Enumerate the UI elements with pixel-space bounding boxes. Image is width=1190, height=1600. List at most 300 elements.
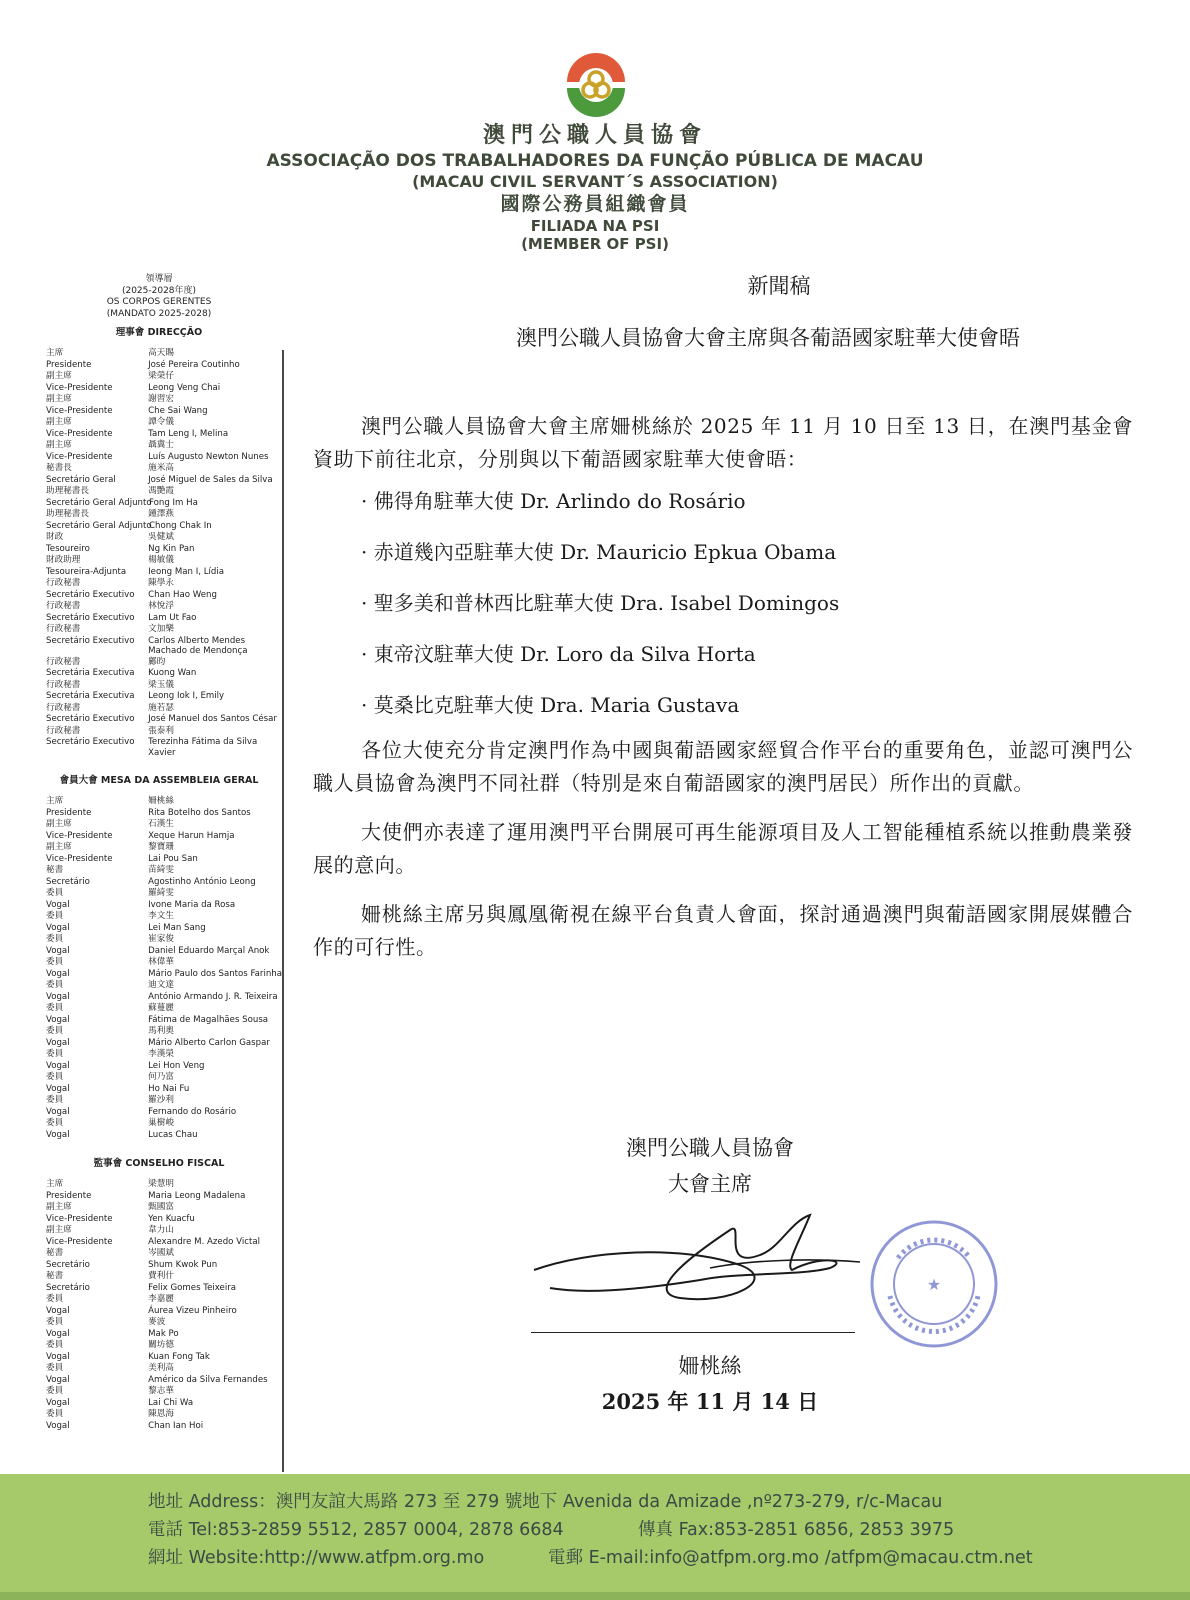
officer-row: [46, 808, 282, 820]
officer-role: 秘書長: [46, 463, 72, 473]
officer-row: [46, 1038, 282, 1050]
officer-name: 馬利奧: [148, 1026, 174, 1036]
officer-name: 岑國斌: [148, 1248, 174, 1258]
officer-role: 委員: [46, 1049, 64, 1059]
officer-role: 副主席: [46, 394, 72, 404]
officer-row: [46, 624, 282, 636]
officer-role: 財政助理: [46, 555, 81, 565]
officer-name: 施若瑟: [148, 702, 174, 713]
signatory-name: 姍桃絲: [678, 1354, 742, 1378]
officer-role: Vogal: [46, 899, 70, 910]
officer-name: Ivone Maria da Rosa: [148, 899, 236, 910]
officer-role: Vice-Presidente: [46, 451, 113, 462]
officer-name: 迪文達: [148, 980, 174, 990]
officer-name: 林悅浮: [148, 601, 174, 611]
officer-row: [46, 429, 282, 441]
officer-name: 何乃富: [148, 1072, 174, 1082]
footer-address: 地址 Address：澳門友誼大馬路 273 至 279 號地下 Avenida da Amizade ,nº273-279, r/c-Macau: [148, 1492, 943, 1512]
officer-role: 行政秘書: [46, 656, 81, 667]
officer-row: [46, 578, 282, 590]
officer-name: José Pereira Coutinho: [148, 359, 240, 370]
officer-name: 林偉華: [148, 957, 174, 967]
officer-name: Xeque Harun Hamja: [148, 830, 235, 841]
ambassador-item: · 東帝汶駐華大使 Dr. Loro da Silva Horta: [361, 642, 756, 666]
officer-row: [46, 900, 282, 912]
officer-row: [46, 1421, 282, 1433]
officer-name: 馮艷霞: [148, 486, 174, 496]
officer-row: [46, 360, 282, 372]
officer-row: [46, 1026, 282, 1038]
association-name-en: (MACAU CIVIL SERVANT´S ASSOCIATION): [412, 172, 778, 191]
officer-role: 委員: [46, 1118, 64, 1128]
footer-website[interactable]: 網址 Website:http://www.atfpm.org.mo: [148, 1548, 485, 1568]
officer-row: [46, 394, 282, 406]
handwritten-signature: [530, 1210, 870, 1320]
officer-role: Tesoureiro: [46, 543, 90, 554]
officer-name: Ho Nai Fu: [148, 1083, 190, 1094]
officer-role: 委員: [46, 1072, 64, 1082]
officer-role: Vice-Presidente: [46, 405, 113, 416]
officer-row: [46, 1283, 282, 1295]
intro-paragraph: 澳門公職人員協會大會主席姍桃絲於 2025 年 11 月 10 日至 13 日，在澳門基金會資助下前往北京，分別與以下葡語國家駐華大使會晤：: [313, 414, 1133, 471]
contact-footer: [0, 1474, 1190, 1600]
section-title-fiscal: 監事會 CONSELHO FISCAL: [93, 1158, 225, 1169]
officer-name: Che Sai Wang: [148, 405, 208, 416]
officer-name: Yen Kuacfu: [148, 1213, 195, 1224]
officer-name: Leong Veng Chai: [148, 382, 221, 393]
officer-row: [46, 1061, 282, 1073]
officer-role: Vogal: [46, 1374, 70, 1385]
paragraph-media-cooperation: 姍桃絲主席另與鳳凰衛視在線平台負責人會面，探討通過澳門與葡語國家開展媒體合作的可行性。: [313, 902, 1133, 959]
officer-row: [46, 796, 282, 808]
officer-role: 委員: [46, 911, 64, 921]
officer-role: Secretário Executivo: [46, 612, 135, 623]
officer-name: 羅沙利: [148, 1095, 174, 1105]
officer-name: Lam Ut Fao: [148, 612, 197, 623]
document-label: 新聞稿: [747, 274, 811, 298]
officer-role: Secretário Geral Adjunto: [46, 497, 152, 508]
footer-email[interactable]: 電郵 E-mail:info@atfpm.org.mo /atfpm@macau.ctm.net: [548, 1548, 1033, 1568]
officer-name: 李文生: [148, 911, 174, 921]
officer-name: 陳恩海: [148, 1409, 174, 1419]
officer-name: Tam Leng I, Melina: [148, 428, 229, 439]
officer-row: [46, 865, 282, 877]
officer-name: Lai Pou San: [148, 853, 198, 864]
officer-name: Américo da Silva Fernandes: [148, 1374, 268, 1385]
officer-row: [46, 737, 282, 758]
officer-name: 楊敏儀: [148, 555, 174, 565]
officer-name: 石漢生: [148, 819, 174, 829]
officer-row: [46, 613, 282, 625]
officer-role: Vogal: [46, 1060, 70, 1071]
officer-role: 副主席: [46, 371, 72, 381]
officer-role: Vogal: [46, 1397, 70, 1408]
signature-position: 大會主席: [668, 1172, 752, 1196]
association-name-zh: 澳門公職人員協會: [482, 123, 707, 148]
officer-row: [46, 1352, 282, 1364]
officer-role: Vogal: [46, 968, 70, 979]
officer-role: 委員: [46, 1026, 64, 1036]
officer-row: [46, 371, 282, 383]
officer-role: 主席: [46, 348, 64, 358]
officer-row: [46, 1214, 282, 1226]
officer-row: [46, 946, 282, 958]
officer-row: [46, 1191, 282, 1203]
officer-role: 行政秘書: [46, 725, 81, 736]
section-title-direccao: 理事會 DIRECÇÃO: [115, 327, 203, 338]
officer-role: 秘書: [46, 865, 64, 875]
officer-name: 費利什: [148, 1271, 174, 1281]
officer-name: 姍桃絲: [148, 796, 174, 806]
officer-row: [46, 1363, 282, 1375]
officer-role: 委員: [46, 1363, 64, 1373]
press-release-body: [313, 270, 1133, 964]
officer-row: [46, 831, 282, 843]
officer-row: [46, 348, 282, 360]
officer-name: Luís Augusto Newton Nunes: [148, 451, 269, 462]
officer-row: [46, 1248, 282, 1260]
officer-name: Alexandre M. Azedo Victal: [148, 1236, 260, 1247]
officer-role: Vogal: [46, 1351, 70, 1362]
officer-row: [46, 923, 282, 935]
officer-row: [46, 567, 282, 579]
officer-role: 助理秘書長: [46, 509, 89, 519]
officer-name: Chan Hao Weng: [148, 589, 217, 600]
officer-row: [46, 854, 282, 866]
officer-role: 委員: [46, 888, 64, 898]
officer-name: Felix Gomes Teixeira: [148, 1282, 237, 1293]
officer-row: [46, 1049, 282, 1061]
signature-line: [531, 1332, 855, 1333]
officer-row: [46, 452, 282, 464]
officer-role: Vogal: [46, 1014, 70, 1025]
officer-name: 苗綺雯: [148, 865, 174, 875]
footer-telephone: 電話 Tel:853-2859 5512, 2857 0004, 2878 6684: [148, 1520, 564, 1540]
officer-role: Vogal: [46, 991, 70, 1002]
officer-row: [46, 1409, 282, 1421]
officer-role: 助理秘書長: [46, 486, 89, 496]
officer-row: [46, 1095, 282, 1107]
officer-name: Chong Chak In: [149, 520, 212, 531]
officer-row: [46, 691, 282, 703]
officer-role: Secretário Executivo: [46, 589, 135, 600]
officer-name: José Manuel dos Santos César: [148, 714, 277, 724]
officer-role: 委員: [46, 934, 64, 944]
officer-role: Secretário Executivo: [46, 635, 135, 646]
assembleia-list: [46, 796, 282, 1141]
officer-role: Vice-Presidente: [46, 853, 113, 864]
association-logo: [563, 52, 629, 118]
officer-role: Secretário Executivo: [46, 737, 135, 747]
psi-membership-pt: FILIADA NA PSI: [530, 217, 660, 235]
officer-name: Kuan Fong Tak: [148, 1351, 210, 1362]
officer-name: 李嘉麗: [148, 1294, 174, 1304]
officer-role: Vogal: [46, 945, 70, 956]
officer-name: 蘇蔓麗: [148, 1003, 174, 1013]
officer-name: 高天賜: [148, 348, 174, 358]
officer-role: Vogal: [46, 1083, 70, 1094]
officer-name: 李漢榮: [148, 1049, 174, 1059]
officer-name: Maria Leong Madalena: [148, 1190, 246, 1201]
governing-bodies-sidebar: [46, 274, 282, 1474]
officer-role: Secretária Executiva: [46, 668, 135, 678]
officer-role: 秘書: [46, 1271, 64, 1281]
paragraph-intentions: 大使們亦表達了運用澳門平台開展可再生能源項目及人工智能種植系統以推動農業發展的意向。: [313, 820, 1133, 877]
officer-name: 韋力山: [148, 1225, 174, 1235]
officer-role: Vogal: [46, 1305, 70, 1316]
officer-row: [46, 463, 282, 475]
officer-name: Kuong Wan: [148, 668, 197, 678]
association-seal: [868, 1218, 1000, 1350]
officer-role: 行政秘書: [46, 601, 81, 611]
officer-row: [46, 1375, 282, 1387]
association-name-pt: ASSOCIAÇÃO DOS TRABALHADORES DA FUNÇÃO PÚBLICA DE MACAU: [266, 151, 924, 171]
officer-role: 行政秘書: [46, 624, 81, 634]
officer-row: [46, 509, 282, 521]
officer-role: 委員: [46, 1294, 64, 1304]
officer-role: Vice-Presidente: [46, 1236, 113, 1247]
officer-row: [46, 1179, 282, 1191]
officer-name: 黎志華: [148, 1386, 174, 1396]
officer-row: [46, 992, 282, 1004]
officer-name: Mak Po: [148, 1328, 179, 1339]
paragraph-recognition: 各位大使充分肯定澳門作為中國與葡語國家經貿合作平台的重要角色，並認可澳門公職人員協會為澳門不同社群（特別是來自葡語國家的澳門居民）所作出的貢獻。: [313, 738, 1133, 795]
officer-role: Vice-Presidente: [46, 830, 113, 841]
fiscal-list: [46, 1179, 282, 1432]
officer-name: 施米高: [148, 463, 174, 473]
footer-strip: [0, 1592, 1190, 1600]
officer-row: [46, 1317, 282, 1329]
officer-row: [46, 1340, 282, 1352]
officer-role: Presidente: [46, 1190, 92, 1201]
officer-role: 主席: [46, 796, 64, 806]
officer-name: Mário Alberto Carlon Gaspar: [148, 1037, 270, 1048]
officer-role: 副主席: [46, 819, 72, 829]
officer-name: 美利高: [148, 1363, 174, 1373]
officer-role: 委員: [46, 1386, 64, 1396]
officer-role: 行政秘書: [46, 702, 81, 713]
officer-row: [46, 417, 282, 429]
officer-row: [46, 1202, 282, 1214]
officer-name: 鄺昀: [148, 656, 166, 667]
officer-row: [46, 498, 282, 510]
officer-row: [46, 636, 282, 657]
officer-row: [46, 1225, 282, 1237]
officer-name: Fátima de Magalhães Sousa: [148, 1014, 269, 1025]
officer-row: [46, 934, 282, 946]
ambassador-item: · 赤道幾內亞駐華大使 Dr. Mauricio Epkua Obama: [361, 540, 837, 564]
sidebar-divider: [282, 350, 284, 1472]
officer-role: 副主席: [46, 440, 72, 450]
officer-name: Fong Im Ha: [149, 497, 198, 508]
officer-name: Lei Man Sang: [148, 922, 206, 933]
officer-row: [46, 590, 282, 602]
officer-row: [46, 1107, 282, 1119]
officer-row: [46, 842, 282, 854]
officer-role: 副主席: [46, 417, 72, 427]
signature-date: 2025 年 11 月 14 日: [601, 1389, 819, 1414]
ambassador-item: · 佛得角駐華大使 Dr. Arlindo do Rosário: [361, 489, 746, 513]
officer-name: 梁慧明: [148, 1179, 174, 1189]
officer-role: 委員: [46, 1317, 64, 1327]
officer-row: [46, 1260, 282, 1272]
officer-row: [46, 668, 282, 680]
officer-name: 文加樂: [148, 624, 174, 634]
officer-row: [46, 1118, 282, 1130]
officer-role: Vogal: [46, 922, 70, 933]
officer-name: Lai Chi Wa: [148, 1397, 194, 1408]
officer-role: 行政秘書: [46, 679, 81, 690]
officer-name: 關坊德: [148, 1340, 174, 1350]
officer-role: Secretário: [46, 876, 90, 887]
officer-row: [46, 714, 282, 726]
officer-role: Vogal: [46, 1420, 70, 1431]
officer-role: Vogal: [46, 1106, 70, 1117]
officer-role: Secretária Executiva: [46, 691, 135, 701]
officer-role: Vogal: [46, 1037, 70, 1048]
footer-fax: 傳真 Fax:853-2851 6856, 2853 3975: [638, 1520, 955, 1540]
sidebar-heading-pt: OS CORPOS GERENTES: [106, 297, 212, 307]
officer-row: [46, 1072, 282, 1084]
sidebar-heading-zh: 領導層: [145, 274, 173, 284]
officer-row: [46, 726, 282, 738]
officer-name: Terezinha Fátima da Silva Xavier: [148, 737, 258, 758]
officer-role: Tesoureira-Adjunta: [46, 566, 127, 577]
officer-row: [46, 1386, 282, 1398]
officer-row: [46, 877, 282, 889]
officer-row: [46, 383, 282, 395]
officer-name: 聶冀士: [148, 440, 174, 450]
ambassador-list: [313, 488, 1133, 718]
signature-organization: [560, 1130, 860, 1202]
officer-row: [46, 601, 282, 613]
signature-org-name: 澳門公職人員協會: [626, 1136, 794, 1160]
officer-role: Presidente: [46, 359, 92, 370]
officer-row: [46, 1398, 282, 1410]
officer-row: [46, 680, 282, 692]
officer-role: 委員: [46, 957, 64, 967]
officer-name: António Armando J. R. Teixeira: [148, 991, 278, 1002]
officer-row: [46, 1003, 282, 1015]
officer-row: [46, 440, 282, 452]
officer-name: Chan Ian Hoi: [148, 1420, 204, 1431]
officer-role: 秘書: [46, 1248, 64, 1258]
officer-role: Vogal: [46, 1328, 70, 1339]
officer-name: Agostinho António Leong: [148, 876, 256, 887]
officer-row: [46, 980, 282, 992]
officer-name: 張泰利: [148, 725, 174, 736]
officer-name: 鍾澤燕: [148, 509, 174, 519]
officer-row: [46, 555, 282, 567]
officer-role: 委員: [46, 1340, 64, 1350]
officer-name: 崔家俊: [148, 934, 174, 944]
officer-role: Vogal: [46, 1129, 70, 1140]
officer-name: 巢樹峻: [148, 1118, 174, 1128]
officer-name: 梁榮仔: [148, 371, 174, 381]
officer-name: Ng Kin Pan: [148, 543, 195, 554]
officer-row: [46, 1306, 282, 1318]
officer-row: [46, 475, 282, 487]
officer-role: Vice-Presidente: [46, 1213, 113, 1224]
officer-role: Secretário Geral: [46, 474, 116, 485]
officer-role: Secretário: [46, 1259, 90, 1270]
officer-role: Secretário Geral Adjunto: [46, 520, 152, 531]
officer-name: Mário Paulo dos Santos Farinha: [148, 968, 282, 979]
officer-role: 副主席: [46, 1225, 72, 1235]
officer-role: Presidente: [46, 807, 92, 818]
sidebar-heading-period: (2025-2028年度): [121, 285, 197, 296]
officer-name: 謝習宏: [148, 394, 174, 404]
officer-row: [46, 1237, 282, 1249]
officer-name: 陳學永: [148, 578, 174, 588]
officer-row: [46, 1294, 282, 1306]
officer-name: Áurea Vizeu Pinheiro: [148, 1305, 237, 1316]
letterhead: [240, 122, 950, 253]
ambassador-item: · 聖多美和普林西比駐華大使 Dra. Isabel Domingos: [361, 591, 840, 615]
officer-role: 委員: [46, 1095, 64, 1105]
svg-text:★: ★: [926, 1275, 942, 1294]
officer-role: Vice-Presidente: [46, 382, 113, 393]
psi-membership-zh: 國際公務員組織會員: [500, 193, 690, 215]
officer-role: 委員: [46, 1003, 64, 1013]
officer-name: Daniel Eduardo Marçal Anok: [148, 945, 270, 956]
officer-row: [46, 521, 282, 533]
officer-role: 副主席: [46, 1202, 72, 1212]
officer-row: [46, 1271, 282, 1283]
officer-row: [46, 544, 282, 556]
ambassador-item: · 莫桑比克駐華大使 Dra. Maria Gustava: [361, 693, 740, 717]
officer-name: Fernando do Rosário: [148, 1106, 237, 1117]
officer-row: [46, 703, 282, 715]
sidebar-heading-mandate: (MANDATO 2025-2028): [106, 308, 212, 319]
officer-name: 甄國富: [148, 1202, 174, 1212]
officer-row: [46, 657, 282, 669]
officer-row: [46, 1329, 282, 1341]
officer-role: 主席: [46, 1179, 64, 1189]
officer-name: 黎寶珊: [148, 842, 174, 852]
officer-row: [46, 957, 282, 969]
officer-row: [46, 969, 282, 981]
officer-name: 麥波: [148, 1317, 166, 1327]
officer-role: Vice-Presidente: [46, 428, 113, 439]
officer-name: 羅綺雯: [148, 888, 174, 898]
officer-name: Ieong Man I, Lídia: [148, 566, 224, 577]
officer-row: [46, 1015, 282, 1027]
document-title: 澳門公職人員協會大會主席與各葡語國家駐華大使會晤: [516, 326, 1020, 350]
officer-row: [46, 1084, 282, 1096]
psi-membership-en: (MEMBER OF PSI): [521, 235, 669, 253]
officer-name: Shum Kwok Pun: [148, 1259, 218, 1270]
officer-row: [46, 819, 282, 831]
officer-role: 委員: [46, 980, 64, 990]
officer-name: José Miguel de Sales da Silva: [148, 474, 273, 485]
officer-name: Rita Botelho dos Santos: [148, 807, 251, 818]
officer-name: Lucas Chau: [148, 1129, 198, 1140]
officer-role: Secretário Executivo: [46, 714, 135, 724]
officer-row: [46, 1130, 282, 1142]
officer-name: 吳健斌: [148, 532, 174, 542]
officer-row: [46, 486, 282, 498]
officer-role: 行政秘書: [46, 578, 81, 588]
officer-row: [46, 911, 282, 923]
section-title-assembleia: 會員大會 MESA DA ASSEMBLEIA GERAL: [59, 775, 259, 786]
officer-role: 財政: [46, 532, 64, 542]
officer-name: 梁玉儀: [148, 679, 174, 690]
officer-name: Carlos Alberto Mendes Machado de Mendonça: [148, 635, 248, 656]
officer-role: 副主席: [46, 842, 72, 852]
officer-row: [46, 888, 282, 900]
officer-name: 譚令儀: [148, 417, 174, 427]
